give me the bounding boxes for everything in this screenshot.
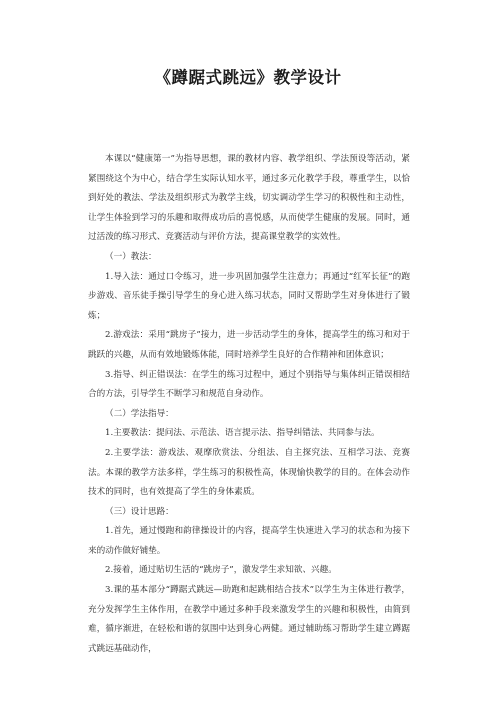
paragraph-intro: 本课以“健康第一”为指导思想，课的教材内容、教学组织、学法预设等活动，紧紧围绕这个为中心，结合学生实际认知水平，通过多元化教学手段，尊重学生，以恰到好处的教法、学法及组织形式为教学主线，切实调动学生学习的积极性和主动性，让学生体验到学习的乐趣和取得成功后的喜悦感，从而使学生健康的发展。同时，通过活泼的练习形式、竞赛活动与评价方法，提高课堂教学的实效性。 bbox=[88, 154, 410, 243]
paragraph-item: 2.游戏法：采用“跳房子”接力，进一步活动学生的身体，提高学生的练习和对于跳跃的兴趣，从而有效地锻炼体能，同时培养学生良好的合作精神和团体意识； bbox=[88, 330, 410, 360]
document-title: 《蹲踞式跳远》教学设计 bbox=[154, 68, 342, 87]
paragraph-item: 2.主要学法：游戏法、观摩欣赏法、分组法、自主探究法、互相学习法、竞赛法。本课的教学方法多样，学生练习的积极性高，体现愉快教学的目的。在体会动作技术的同时，也有效提高了学生的身体素质。 bbox=[88, 447, 410, 498]
section-heading-teaching-methods: （一）教法： bbox=[105, 251, 157, 262]
document-body bbox=[88, 150, 410, 659]
paragraph-item: 3.指导、纠正错误法：在学生的练习过程中，通过个别指导与集体纠正错误相结合的方法，引导学生不断学习和规范自身动作。 bbox=[88, 369, 410, 400]
paragraph-item: 3.课的基本部分“蹲踞式跳远—助跑和起跳相结合技术”以学生为主体进行教学，充分发挥学生主体作用，在教学中通过多种手段来激发学生的兴趣和积极性，由简到难，循序渐进，在轻松和谐的氛围中达到身心两健。通过辅助练习帮助学生建立蹲踞式跳远基础动作， bbox=[88, 585, 410, 654]
paragraph-item: 2.接着，通过贴切生活的“跳房子”，激发学生求知欲、兴趣。 bbox=[105, 565, 337, 576]
paragraph-item: 1.导入法：通过口令练习，进一步巩固加强学生注意力；再通过“红军长征”的跑步游戏、音乐徒手操引导学生的身心进入练习状态，同时又帮助学生对身体进行了锻炼； bbox=[88, 271, 410, 321]
paragraph-item: 1.首先，通过慢跑和韵律操设计的内容，提高学生快速进入学习的状态和为接下来的动作做好铺垫。 bbox=[88, 526, 410, 556]
section-heading-design-ideas: （三）设计思路： bbox=[105, 506, 174, 517]
paragraph-item: 1.主要教法：提问法、示范法、语言提示法、指导纠错法、共同参与法。 bbox=[105, 428, 380, 439]
section-heading-learning-guidance: （二）学法指导： bbox=[105, 408, 174, 419]
